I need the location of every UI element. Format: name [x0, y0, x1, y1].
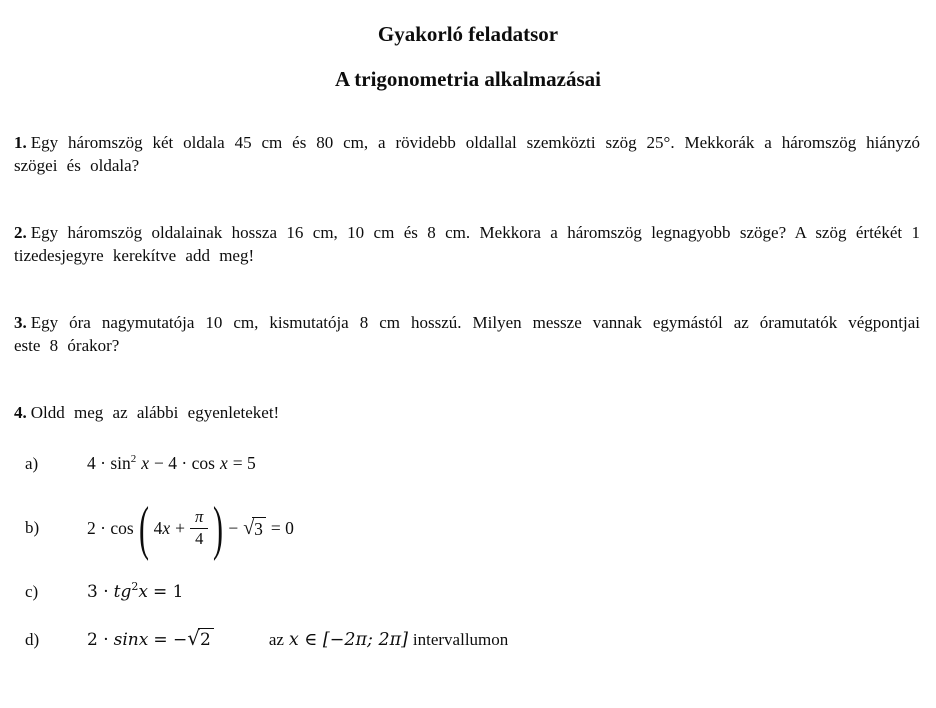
problem-3-text: Egy óra nagymutatója 10 cm, kismutatója 8 cm hosszú. Milyen messze vannak egymástól az óramutatók végpontjai este 8 órakor? — [14, 313, 920, 355]
equation-c-row — [25, 580, 922, 602]
equation-d-label: d) — [25, 630, 40, 649]
eq-a-tail: = 5 — [232, 453, 256, 473]
eq-d-rhs — [153, 626, 213, 650]
eq-a-var2: x — [219, 453, 228, 473]
eq-c-term — [114, 580, 148, 602]
problem-1-text: Egy háromszög két oldala 45 cm és 80 cm, a rövidebb oldallal szemközti szög 25°. Mekkorák a háromszög hiányzó szögei és oldala? — [14, 133, 920, 175]
equation-c-label: c) — [25, 582, 39, 601]
radical-sign: √ — [243, 516, 255, 539]
problem-4-number: 4. — [14, 403, 27, 422]
equation-c — [87, 580, 183, 602]
eq-a-exponent: 2 — [130, 453, 137, 466]
eq-a-middle: − 4 · cos — [154, 453, 215, 473]
equation-d-row — [25, 626, 922, 650]
eq-a-coef: 4 · sin — [87, 453, 131, 473]
problem-2-text: Egy háromszög oldalainak hossza 16 cm, 10 cm és 8 cm. Mekkora a háromszög legnagyobb szöge? A szög értékét 1 tizedesjegyre kerekítve add meg! — [14, 223, 920, 265]
problem-2-number: 2. — [14, 223, 27, 242]
fraction-numerator: π — [190, 508, 208, 528]
eq-d-cond-prefix: az — [268, 630, 284, 649]
eq-b-arg-var: x — [162, 517, 171, 538]
eq-d-lead: 2 · — [87, 630, 109, 650]
eq-d-cond-suffix: intervallumon — [412, 630, 509, 649]
equation-a-label: a) — [25, 454, 39, 473]
doc-subtitle: A trigonometria alkalmazásai — [335, 67, 601, 91]
equation-d — [87, 626, 214, 650]
equation-a — [87, 453, 256, 474]
plus-sign: + — [175, 517, 186, 538]
equation-b-label: b) — [25, 518, 40, 537]
eq-d-equals: = − — [153, 630, 188, 650]
problem-3-number: 3. — [14, 313, 27, 332]
doc-title: Gyakorló feladatsor — [377, 22, 559, 46]
radicand: 3 — [252, 517, 266, 540]
problem-1 — [14, 131, 920, 177]
problem-3 — [14, 311, 920, 357]
eq-b-lead: 2 · cos — [87, 517, 134, 538]
eq-b-arg-coef: 4 — [153, 517, 163, 538]
eq-c-exponent: 2 — [131, 580, 139, 593]
radical-sign: √ — [187, 626, 200, 650]
eq-a-lead — [87, 453, 136, 474]
eq-d-cond-interval: x ∈ [−2π; 2π] — [288, 630, 408, 650]
eq-b-tail: = 0 — [270, 517, 294, 538]
eq-a-var1: x — [141, 453, 150, 473]
fraction-pi-over-4 — [190, 508, 208, 547]
equation-b — [87, 495, 294, 561]
eq-d-condition — [269, 630, 508, 650]
problem-1-number: 1. — [14, 133, 27, 152]
left-paren: ( — [138, 495, 149, 561]
minus-sign: − — [228, 517, 239, 538]
radicand: 2 — [198, 628, 214, 650]
problem-4-text: Oldd meg az alábbi egyenleteket! — [30, 403, 280, 422]
eq-d-func: sinx — [113, 630, 149, 650]
eq-c-lead: 3 · — [87, 582, 109, 602]
eq-c-var: x — [138, 582, 148, 602]
problem-2 — [14, 221, 920, 267]
sqrt-3 — [243, 517, 266, 540]
eq-c-tail: = 1 — [152, 582, 184, 602]
fraction-denominator: 4 — [195, 528, 204, 548]
problem-4 — [14, 401, 920, 424]
eq-c-func: tg — [113, 582, 132, 602]
equation-b-row — [25, 494, 922, 562]
right-paren: ) — [213, 495, 224, 561]
equation-a-row — [25, 453, 922, 474]
eq-b-arg — [154, 518, 171, 539]
